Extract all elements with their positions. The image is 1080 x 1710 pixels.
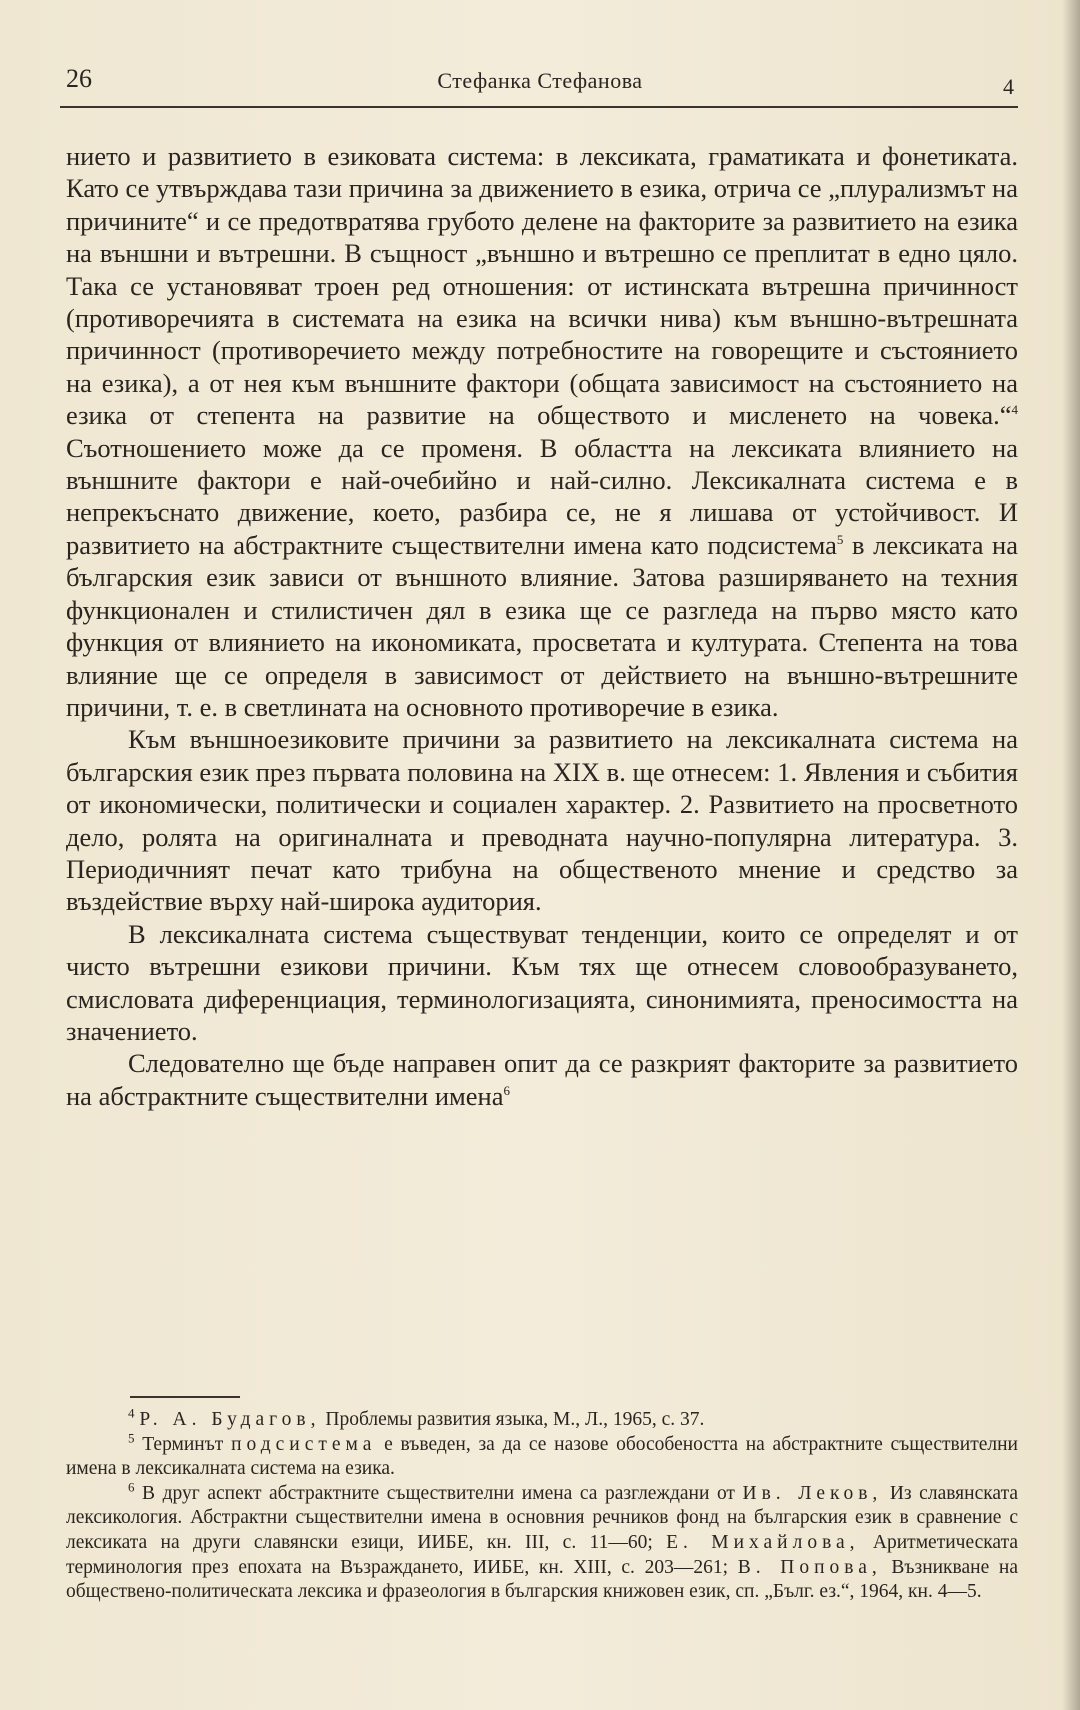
footnote-text: Аритметическата терминология през епохата на Възраждането, ИИБЕ, кн. XIII, с. 203—261; bbox=[66, 1531, 1018, 1578]
footnote-text: Проблемы развития языка, М., Л., 1965, с. 37. bbox=[320, 1409, 705, 1430]
footnote-6 bbox=[66, 1479, 1018, 1605]
paragraph-3: В лексикалната система съществуват тенденции, които се определят и от чисто вътрешни езикови причини. Към тях ще отнесем словообразуването, смисловата диференциация, терминологизацията, синонимията, преносимостта на значението. bbox=[66, 918, 1018, 1046]
page-spine-shadow bbox=[1062, 0, 1080, 1710]
footnotes bbox=[66, 1405, 1018, 1605]
page-header bbox=[62, 64, 1018, 104]
page-number: 26 bbox=[66, 64, 92, 93]
footnote-author: Р. А. Будагов, bbox=[139, 1409, 321, 1430]
footnote-text: В друг аспект абстрактните съществителни имена са разглеждани от bbox=[134, 1482, 743, 1504]
footnote-author: В. Попова, bbox=[737, 1556, 882, 1578]
paragraph-1 bbox=[66, 140, 1018, 723]
paragraph-text: Следователно ще бъде направен опит да се разкрият факторите за развитието на абстрактните съществителни имена bbox=[66, 1048, 1018, 1111]
footnote-ref-4: 4 bbox=[1011, 402, 1018, 418]
footnote-rule bbox=[130, 1396, 240, 1398]
paragraph-text: нието и развитието в езиковата система: в лексиката, граматиката и фонетиката. Като се утвърждава тази причина за движението в езика, отрича се „плурализмът на причините“ и се предотвратява грубото делене на факторите за развитието на езика на външни и вътрешни. В същност „външно и вътрешно се преплитат в едно цяло. Така се установяват троен ред отношения: от истинската вътрешна причинност (противоречията в системата на езика на всички нива) към външно-вътрешната причинност (противоречието между потребностите на говорещите и състоянието на езика), а от нея към външните фактори (общата зависимост на състоянието на езика от степента на развитие на обществото и мисленето на човека.“ bbox=[66, 141, 1018, 431]
footnote-text: Възникване на обществено-политическата лексика и фразеология в българския книжовен език, сп. „Бълг. ез.“, 1964, кн. 4—5. bbox=[66, 1556, 1018, 1603]
paragraph-2: Към външноезиковите причини за развитието на лексикалната система на българския език през първата половина на XIX в. ще отнесем: 1. Явления и събития от икономически, политически и социален характер. 2. Развитието на просветното дело, ролята на оригиналната и преводната научно-популярна литература. 3. Периодичният печат като трибуна на общественото мнение и средство за въздействие върху най-широка аудитория. bbox=[66, 724, 1018, 917]
paragraph-4 bbox=[66, 1047, 1018, 1112]
footnote-mark: 5 bbox=[128, 1430, 135, 1446]
running-head: Стефанка Стефанова bbox=[437, 68, 643, 93]
main-text bbox=[66, 140, 1018, 1112]
paragraph-text: Съотношението може да се променя. В областта на лексиката влиянието на външните фактори е най-очебийно и най-силно. Лексикалната система е в непрекъснато движение, което, разбира се, не я лишава от устойчивост. И развитието на абстрактните съществителни имена като подсистема bbox=[66, 432, 1018, 560]
section-number: 4 bbox=[1003, 74, 1014, 99]
footnote-term: подсистема bbox=[231, 1433, 377, 1455]
footnote-mark: 6 bbox=[128, 1479, 135, 1495]
footnote-author: Е. Михайлова, bbox=[666, 1531, 860, 1553]
footnote-5 bbox=[66, 1430, 1018, 1482]
footnote-mark: 4 bbox=[128, 1405, 135, 1421]
header-rule bbox=[60, 106, 1018, 108]
footnote-text: Терминът bbox=[134, 1433, 232, 1455]
footnote-author: Ив. Леков, bbox=[742, 1482, 883, 1504]
footnote-4 bbox=[66, 1405, 1018, 1433]
footnote-text: Из славянската лексикология. Абстрактни съществителни имена в основния речников фонд на българския език в сравнение с лексиката на други славянски езици, ИИБЕ, кн. III, с. 11—60; bbox=[66, 1482, 1018, 1553]
footnote-ref-6: 6 bbox=[503, 1082, 510, 1098]
footnote-text: е въведен, за да се назове обособеността на абстрактните съществителни имена в лексикалната система на езика. bbox=[66, 1433, 1018, 1480]
footnote-ref-5: 5 bbox=[836, 532, 844, 548]
paragraph-text: в лексиката на българския език зависи от външното влияние. Затова разширяването на техния функционален и стилистичен дял в езика ще се разгледа на първо място като функция от влиянието на икономиката, просветата и културата. Степента на това влияние ще се определя в зависимост от действието на външно-вътрешните причини, т. е. в светлината на основното противоречие в езика. bbox=[66, 529, 1018, 722]
